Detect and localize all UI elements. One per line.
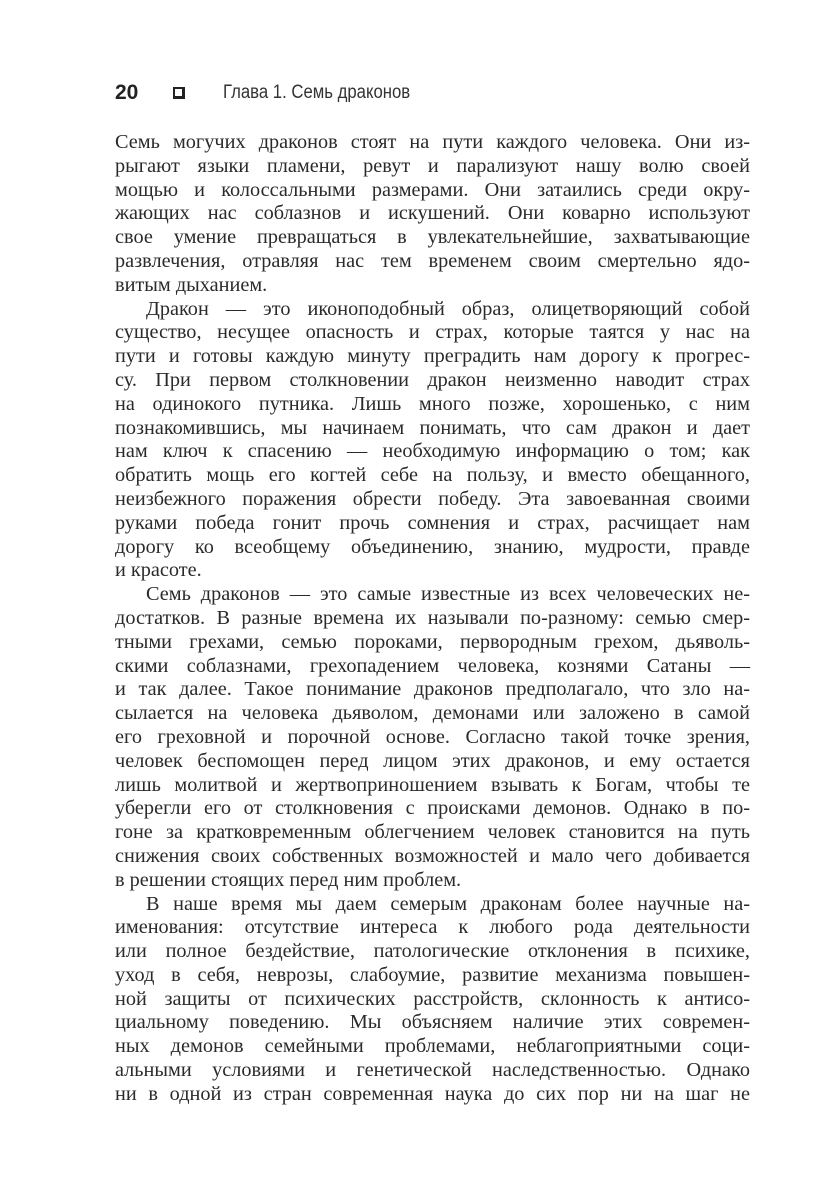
- text-line: уход в себя, неврозы, слабоумие, развитие механизма повышен-: [115, 963, 750, 986]
- text-line: пути и готовы каждую минуту преградить нам дорогу к прогрес-: [115, 345, 750, 368]
- text-line: жающих нас соблазнов и искушений. Они коварно используют: [115, 202, 750, 225]
- text-line: свое умение превращаться в увлекательнейшие, захватывающие: [115, 226, 750, 249]
- text-line: дорогу ко всеобщему объединению, знанию, мудрости, правде: [115, 535, 750, 558]
- text-line: циальному поведению. Мы объясняем наличие этих современ-: [115, 1011, 750, 1034]
- text-line: существо, несущее опасность и страх, которые таятся у нас на: [115, 321, 750, 344]
- text-line: руками победа гонит прочь сомнения и страх, расчищает нам: [115, 511, 750, 534]
- text-line: мощью и колоссальными размерами. Они затаились среди окру-: [115, 178, 750, 201]
- text-line: рыгают языки пламени, ревут и парализуют нашу волю своей: [115, 154, 750, 177]
- text-line: или полное бездействие, патологические отклонения в психике,: [115, 940, 750, 963]
- square-bullet-icon: [173, 87, 185, 99]
- text-line: альными условиями и генетической наследственностью. Однако: [115, 1059, 750, 1082]
- text-line: уберегли его от столкновения с происками демонов. Однако в по-: [115, 797, 750, 820]
- text-line: обратить мощь его когтей себе на пользу, и вместо обещанного,: [115, 464, 750, 487]
- text-line: гоне за кратковременным облегчением человек становится на путь: [115, 821, 750, 844]
- text-line: неизбежного поражения обрести победу. Эта завоеванная своими: [115, 487, 750, 510]
- paragraph: [115, 583, 750, 892]
- page-body-text: [115, 131, 750, 1107]
- text-line: достатков. В разные времена их называли по-разному: семью смер-: [115, 606, 750, 629]
- text-line: его греховной и порочной основе. Согласно такой точке зрения,: [115, 725, 750, 748]
- text-line: человек беспомощен перед лицом этих драконов, и ему остается: [115, 749, 750, 772]
- text-line: познакомившись, мы начинаем понимать, что сам дракон и дает: [115, 416, 750, 439]
- paragraph: [115, 298, 750, 584]
- text-line: Дракон — это иконоподобный образ, олицетворяющий собой: [146, 297, 750, 320]
- text-line: и красоте.: [115, 559, 202, 582]
- text-line: на одинокого путника. Лишь много позже, хорошенько, с ним: [115, 392, 750, 415]
- text-line: снижения своих собственных возможностей и мало чего добивается: [115, 844, 750, 867]
- text-line: и так далее. Такое понимание драконов предполагало, что зло на-: [115, 678, 750, 701]
- page-number: 20: [115, 81, 139, 104]
- text-line: сылается на человека дьяволом, демонами или заложено в самой: [115, 702, 750, 725]
- text-line: именования: отсутствие интереса к любого рода деятельности: [115, 916, 750, 939]
- text-line: ни в одной из стран современная наука до сих пор ни на шаг не: [115, 1082, 750, 1105]
- text-line: в решении стоящих перед ним проблем.: [115, 868, 462, 891]
- text-line: скими соблазнами, грехопадением человека, кознями Сатаны —: [115, 654, 750, 677]
- text-line: витым дыханием.: [115, 273, 268, 296]
- text-line: ных демонов семейными проблемами, неблагоприятными соци-: [115, 1035, 750, 1058]
- text-line: су. При первом столкновении дракон неизменно наводит страх: [115, 368, 750, 391]
- text-line: нам ключ к спасению — необходимую информацию о том; как: [115, 440, 750, 463]
- text-line: Семь могучих драконов стоят на пути каждого человека. Они из-: [115, 131, 750, 153]
- text-line: Семь драконов — это самые известные из всех человеческих не-: [146, 583, 750, 606]
- running-header: [115, 78, 436, 108]
- text-line: В наше время мы даем семерым драконам более научные на-: [146, 892, 750, 915]
- chapter-title: Глава 1. Семь драконов: [223, 82, 411, 103]
- paragraph: [115, 893, 750, 1107]
- text-line: лишь молитвой и жертвоприношением взывать к Богам, чтобы те: [115, 773, 750, 796]
- text-line: ной защиты от психических расстройств, склонность к антисо-: [115, 987, 750, 1010]
- paragraph: [115, 131, 750, 298]
- text-line: развлечения, отравляя нас тем временем своим смертельно ядо-: [115, 249, 750, 272]
- text-line: тными грехами, семью пороками, первородным грехом, дьяволь-: [115, 630, 750, 653]
